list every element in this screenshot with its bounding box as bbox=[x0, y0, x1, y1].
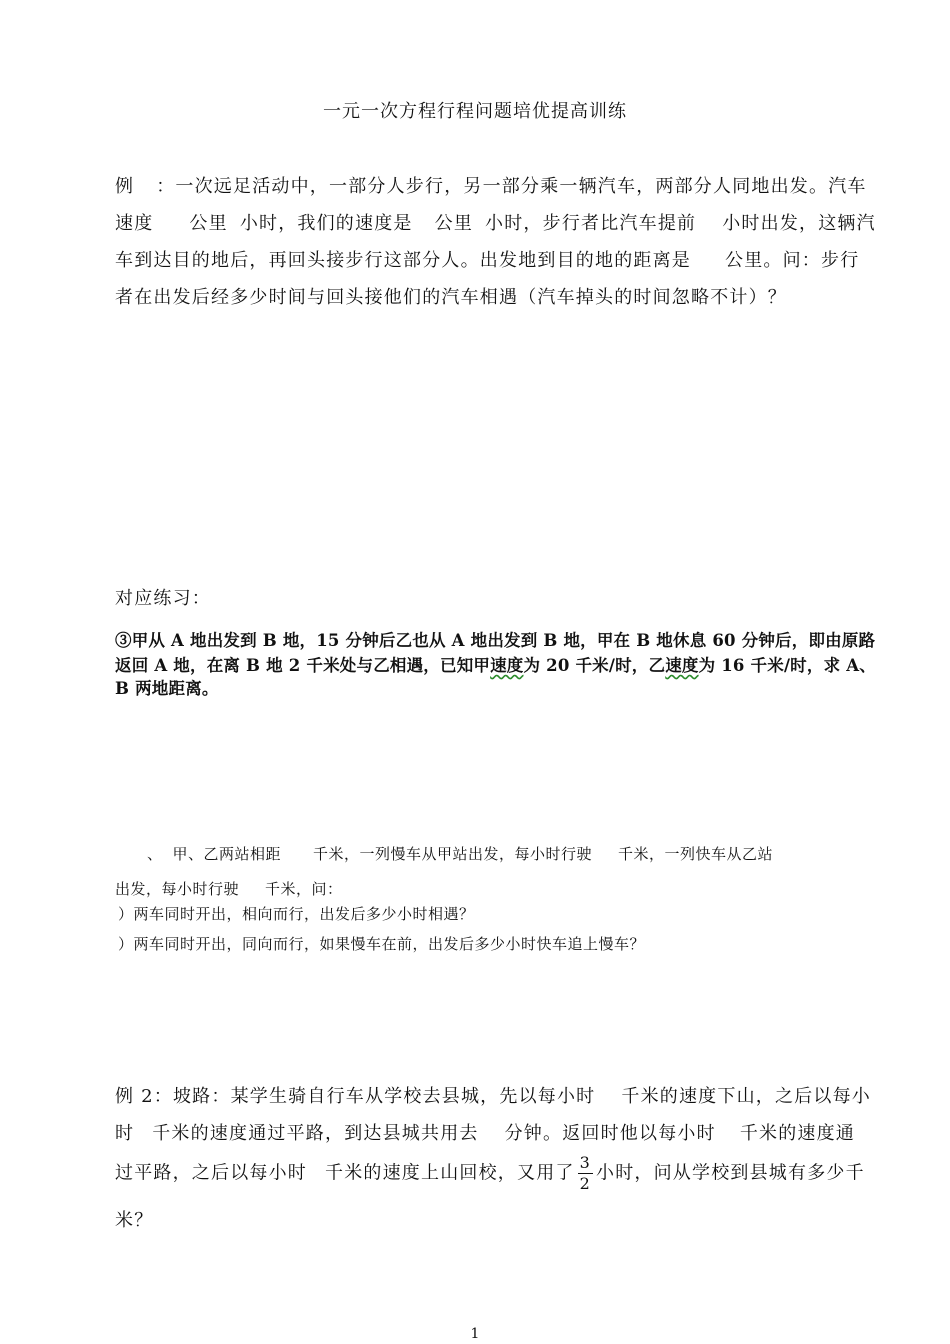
problem-2-line-1: 、 甲、乙两站相距 千米，一列慢车从甲站出发，每小时行驶 千米，一列快车从乙站 bbox=[147, 845, 774, 863]
practice-heading: 对应练习： bbox=[115, 588, 211, 609]
practice-line-1: ③甲从 A 地出发到 B 地，15 分钟后乙也从 A 地出发到 B 地，甲在 B 地休息 60 分钟后，即由原路 bbox=[115, 631, 876, 650]
problem-bullet: 、 bbox=[147, 845, 163, 863]
problem-2-line-2: 出发，每小时行驶 千米，问： bbox=[115, 880, 343, 898]
example-2-line-1: 例 2：坡路：某学生骑自行车从学校去县城，先以每小时 千米的速度下山，之后以每小 bbox=[115, 1086, 871, 1107]
page-number: 1 bbox=[470, 1326, 480, 1342]
practice-line-2: 返回 A 地，在离 B 地 2 千米处与乙相遇，已知甲速度为 20 千米/时，乙速度为 16 千米/时，求 A、 bbox=[115, 656, 876, 675]
example-1-line-3: 车到达目的地后，再回头接步行这部分人。出发地到目的地的距离是 公里。问：步行 bbox=[115, 250, 860, 271]
problem-2-question-2: ）两车同时开出，同向而行，如果慢车在前，出发后多少小时快车追上慢车？ bbox=[118, 935, 646, 953]
problem-2-question-1: ）两车同时开出，相向而行，出发后多少小时相遇？ bbox=[118, 905, 475, 923]
example-2-line-2: 时 千米的速度通过平路，到达县城共用去 分钟。返回时他以每小时 千米的速度通 bbox=[115, 1123, 856, 1144]
example-1-line-2: 速度 公里 小时，我们的速度是 公里 小时，步行者比汽车提前 小时出发，这辆汽 bbox=[115, 213, 876, 234]
example-1-line-1: 例 ：一次远足活动中，一部分人步行，另一部分乘一辆汽车，两部分人同地出发。汽车 bbox=[115, 176, 867, 197]
page-title: 一元一次方程行程问题培优提高训练 bbox=[323, 101, 627, 122]
fraction-numerator: 3 bbox=[579, 1153, 591, 1172]
example-1-line-4: 者在出发后经多少时间与回头接他们的汽车相遇（汽车掉头的时间忽略不计）？ bbox=[115, 287, 787, 308]
example-2-line-4: 米？ bbox=[115, 1210, 154, 1231]
example-2-line-3: 过平路，之后以每小时 千米的速度上山回校，又用了 $\frac{3}{2}$ 小时，问从学校到县城有多少千 bbox=[115, 1153, 865, 1193]
example-label: 例 bbox=[115, 176, 135, 197]
fraction bbox=[578, 1153, 593, 1194]
fraction-denominator: 2 bbox=[579, 1174, 591, 1193]
practice-line-3: B 两地距离。 bbox=[115, 679, 219, 698]
